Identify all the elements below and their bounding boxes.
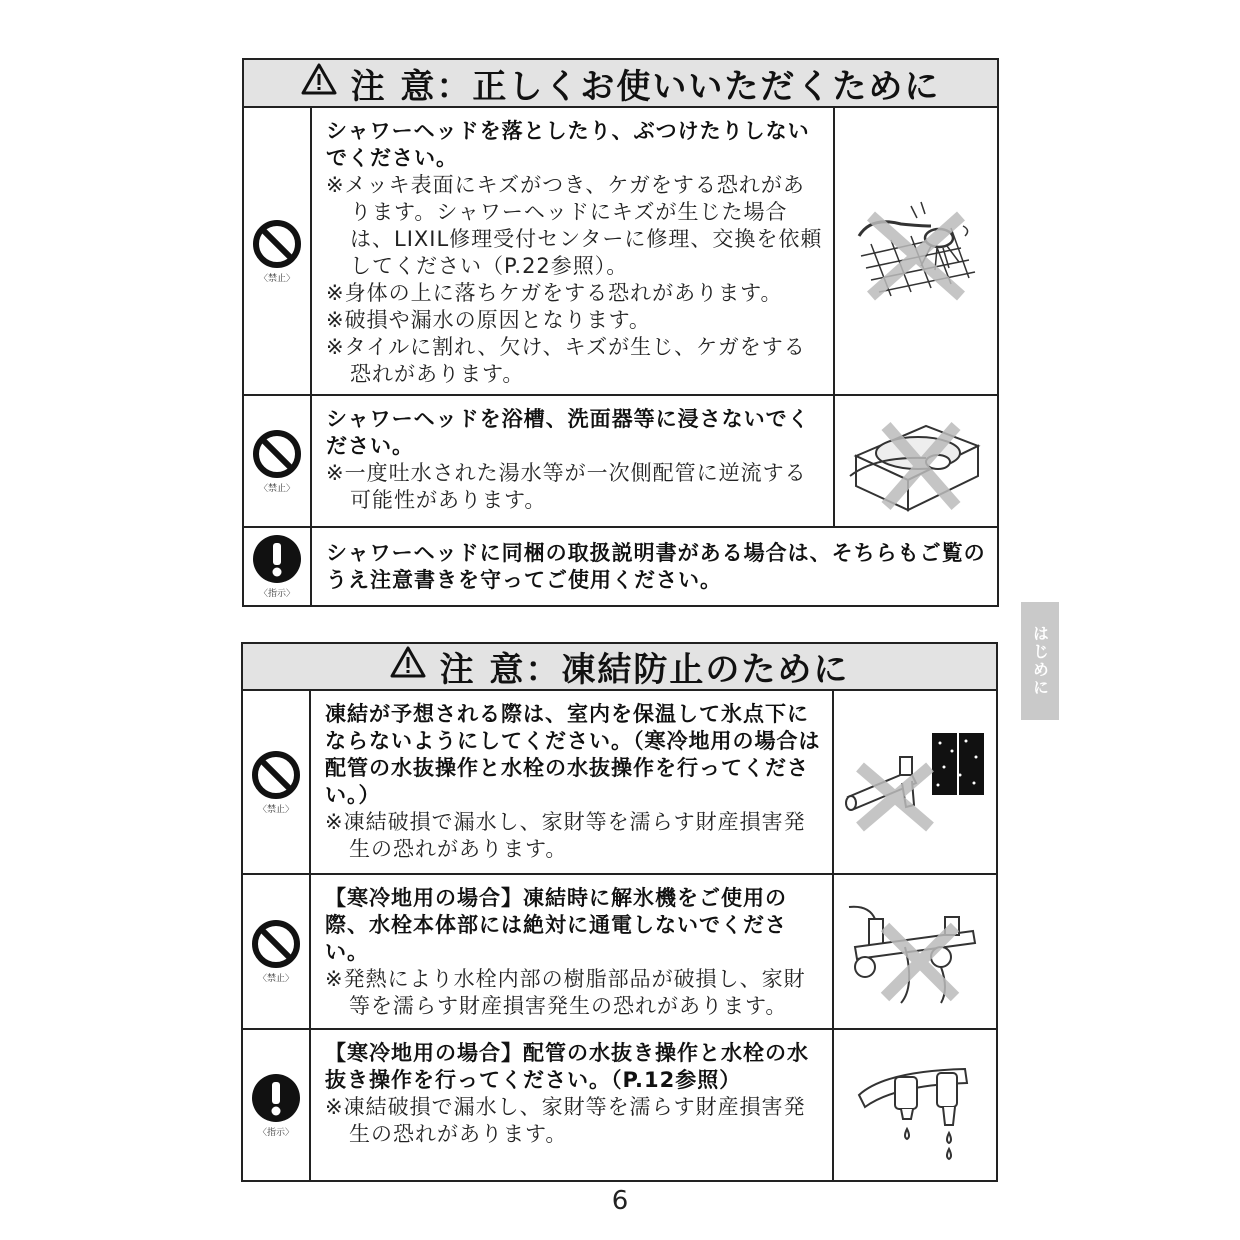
note-text: ※メッキ表面にキズがつき、ケガをする恐れがあります。シャワーヘッドにキズが生じた場合は、LIXIL修理受付センターに修理、交換を依頼してください（P.22参照）。: [326, 173, 823, 278]
warning-triangle-icon: [301, 63, 337, 104]
prohibition-icon: [251, 750, 301, 800]
lead-text: 【寒冷地用の場合】凍結時に解氷機をご使用の際、水栓本体部には絶対に通電しないでください。: [325, 886, 787, 964]
caution-box-proper-use: [242, 58, 999, 607]
instruction-symbol: [243, 1030, 311, 1180]
lead-text: 【寒冷地用の場合】配管の水抜き操作と水栓の水抜き操作を行ってください。（P.12参照）: [325, 1041, 809, 1092]
note-text: ※発熱により水栓内部の樹脂部品が破損し、家財等を濡らす財産損害発生の恐れがあります。: [325, 967, 806, 1018]
lead-text: シャワーヘッドを浴槽、洗面器等に浸さないでください。: [326, 407, 810, 458]
page-number: 6: [611, 1186, 629, 1216]
instruction-symbol: [244, 528, 312, 605]
note-text: ※タイルに割れ、欠け、キズが生じ、ケガをする恐れがあります。: [326, 335, 806, 386]
note-text: ※一度吐水された湯水等が一次側配管に逆流する可能性があります。: [326, 461, 807, 512]
note-text: ※身体の上に落ちケガをする恐れがあります。: [326, 281, 783, 305]
prohibition-symbol: [244, 108, 312, 394]
symbol-label: 〈指示〉: [258, 589, 295, 599]
symbol-label: 〈禁止〉: [258, 483, 295, 494]
section-header: [243, 644, 996, 691]
thawing-machine-illustration: [832, 875, 996, 1028]
caution-text: [312, 108, 833, 394]
lead-text: シャワーヘッドに同梱の取扱説明書がある場合は、そちらもご覧のうえ注意書きを守ってご使用ください。: [326, 541, 986, 592]
note-text: ※凍結破損で漏水し、家財等を濡らす財産損害発生の恐れがあります。: [325, 1095, 806, 1146]
prohibition-symbol: [243, 691, 311, 873]
caution-text: [311, 875, 832, 1028]
frozen-pipe-illustration: [832, 691, 996, 873]
prohibition-icon: [252, 429, 302, 479]
caution-text: [311, 1030, 832, 1180]
section-title: 注 意：凍結防止のために: [439, 650, 850, 690]
symbol-label: 〈禁止〉: [258, 273, 295, 284]
caution-row: [244, 528, 997, 605]
dropped-shower-head-illustration: [833, 108, 997, 394]
symbol-label: 〈指示〉: [257, 1127, 294, 1138]
section-header: [244, 60, 997, 108]
note-text: ※破損や漏水の原因となります。: [326, 308, 651, 332]
exclamation-icon: [251, 1073, 301, 1123]
warning-triangle-icon: [390, 646, 426, 687]
shower-head-in-tub-illustration: [833, 396, 997, 526]
prohibition-symbol: [243, 875, 311, 1028]
exclamation-icon: [252, 534, 302, 584]
caution-row: [244, 396, 997, 528]
draining-faucet-illustration: [832, 1030, 996, 1180]
caution-row: [244, 108, 997, 396]
caution-box-freeze-prevention: [241, 642, 998, 1182]
lead-text: 凍結が予想される際は、室内を保温して氷点下にならないようにしてください。（寒冷地用の場合は配管の水抜操作と水栓の水抜操作を行ってください。）: [325, 702, 821, 807]
symbol-label: 〈禁止〉: [257, 804, 294, 815]
prohibition-icon: [251, 919, 301, 969]
section-title: 注 意：正しくお使いいただくために: [350, 66, 941, 107]
note-text: ※凍結破損で漏水し、家財等を濡らす財産損害発生の恐れがあります。: [325, 810, 806, 861]
caution-text: [311, 691, 832, 873]
caution-row: [243, 875, 996, 1030]
caution-row: [243, 691, 996, 875]
prohibition-icon: [252, 219, 302, 269]
symbol-label: 〈禁止〉: [257, 974, 294, 984]
caution-text: [312, 528, 997, 605]
caution-text: [312, 396, 833, 526]
chapter-tab: はじめに: [1021, 602, 1059, 720]
prohibition-symbol: [244, 396, 312, 526]
caution-row: [243, 1030, 996, 1180]
lead-text: シャワーヘッドを落としたり、ぶつけたりしないでください。: [326, 119, 810, 170]
